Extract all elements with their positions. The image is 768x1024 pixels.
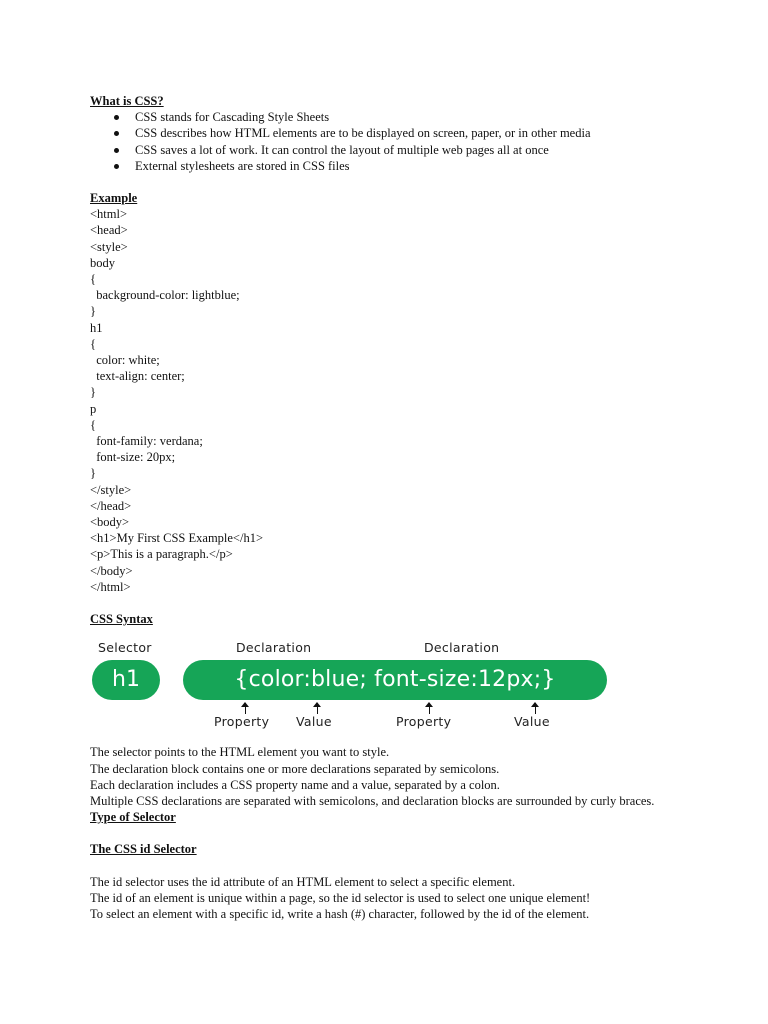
- code-line: color: white;: [90, 353, 160, 368]
- code-line: h1: [90, 320, 103, 335]
- code-line: {: [90, 272, 96, 287]
- code-line: <head>: [90, 223, 128, 238]
- example-code-block: [90, 206, 730, 595]
- what-is-css-list: [90, 109, 730, 174]
- what-is-css-heading: What is CSS?: [90, 94, 164, 108]
- declaration-block-pill: {color:blue; font-size:12px;}: [183, 660, 607, 700]
- code-line: p: [90, 401, 97, 416]
- code-line: <p>This is a paragraph.</p>: [90, 547, 233, 562]
- code-line: {: [90, 417, 96, 432]
- up-arrow-icon: [313, 702, 321, 714]
- value-label: Value: [514, 714, 550, 730]
- css-syntax-diagram: [90, 634, 650, 732]
- code-line: <html>: [90, 207, 128, 222]
- code-line: </head>: [90, 498, 132, 513]
- up-arrow-icon: [241, 702, 249, 714]
- paragraph-line: Multiple CSS declarations are separated with semicolons, and declaration blocks are surrounded by curly braces.: [90, 793, 655, 808]
- up-arrow-icon: [425, 702, 433, 714]
- id-selector-explanation: [90, 874, 730, 923]
- declaration-label: Declaration: [424, 640, 500, 656]
- selector-pill: h1: [92, 660, 160, 700]
- code-line: </body>: [90, 563, 133, 578]
- document-page: [90, 93, 730, 922]
- property-label: Property: [396, 714, 452, 730]
- code-line: background-color: lightblue;: [90, 288, 240, 303]
- paragraph-line: The declaration block contains one or more declarations separated by semicolons.: [90, 761, 500, 776]
- code-line: <body>: [90, 515, 130, 530]
- code-line: <h1>My First CSS Example</h1>: [90, 531, 264, 546]
- bullet-item: CSS saves a lot of work. It can control the layout of multiple web pages all at once: [111, 142, 730, 158]
- code-line: body: [90, 255, 115, 270]
- selector-label: Selector: [98, 640, 152, 656]
- declaration-label: Declaration: [236, 640, 312, 656]
- code-line: }: [90, 304, 96, 319]
- bullet-item: External stylesheets are stored in CSS files: [111, 158, 730, 174]
- paragraph-line: To select an element with a specific id, write a hash (#) character, followed by the id of the element.: [90, 906, 590, 921]
- paragraph-line: Each declaration includes a CSS property name and a value, separated by a colon.: [90, 777, 500, 792]
- css-syntax-heading: CSS Syntax: [90, 612, 153, 627]
- code-line: font-size: 20px;: [90, 450, 176, 465]
- code-line: </html>: [90, 579, 131, 594]
- bullet-item: CSS describes how HTML elements are to be displayed on screen, paper, or in other media: [111, 125, 730, 141]
- code-line: {: [90, 336, 96, 351]
- example-heading: Example: [90, 191, 138, 206]
- type-of-selector-heading: Type of Selector: [90, 810, 176, 825]
- code-line: <style>: [90, 239, 128, 254]
- css-id-selector-heading: The CSS id Selector: [90, 842, 197, 857]
- paragraph-line: The id of an element is unique within a page, so the id selector is used to select one unique element!: [90, 890, 591, 905]
- paragraph-line: The selector points to the HTML element you want to style.: [90, 745, 390, 760]
- value-label: Value: [296, 714, 332, 730]
- up-arrow-icon: [531, 702, 539, 714]
- property-label: Property: [214, 714, 270, 730]
- code-line: text-align: center;: [90, 369, 185, 384]
- code-line: }: [90, 466, 96, 481]
- code-line: </style>: [90, 482, 132, 497]
- code-line: font-family: verdana;: [90, 434, 203, 449]
- syntax-explanation: [90, 744, 730, 809]
- bullet-item: CSS stands for Cascading Style Sheets: [111, 109, 730, 125]
- code-line: }: [90, 385, 96, 400]
- paragraph-line: The id selector uses the id attribute of an HTML element to select a specific element.: [90, 874, 516, 889]
